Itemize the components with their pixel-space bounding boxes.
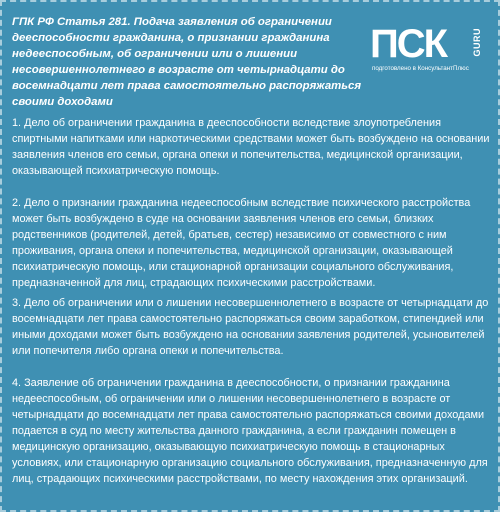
paragraph-4: 4. Заявление об ограничении гражданина в дееспособности, о признании гражданина недееспособным, об ограничении или о лишении несовершеннолетнего в возрасте от четырнадцати до восемнадцати лет права самостоятельно распоряжаться своими доходами подается в суд по месту жительства данного гражданина, а если гражданин помещен в медицинскую организацию, оказывающую психиатрическую помощь в стационарных условиях, или стационарную организацию социального обслуживания, предназначенную для лиц, страдающих психическими расстройствами, по месту нахождения этих организаций.	[12, 377, 488, 485]
paragraph-3: 3. Дело об ограничении или о лишении несовершеннолетнего в возрасте от четырнадцати до восемнадцати лет права самостоятельно распоряжаться своим заработком, стипендией или иными доходами может быть возбуждено на основании заявления родителей, усыновителей или попечителя либо органа опеки и попечительства.	[12, 297, 489, 357]
paragraph-2: 2. Дело о признании гражданина недееспособным вследствие психического расстройства может быть возбуждено в суде на основании заявления членов его семьи, близких родственников (родителей, детей, братьев, сестер) независимо от совместного с ним проживания, органа опеки и попечительства, медицинской организации, оказывающей психиатрическую помощь, или стационарной организации социального обслуживания, предназначенной для лиц, страдающих психическими расстройствами.	[12, 197, 471, 289]
logo-main-text: ПСК	[370, 22, 447, 66]
logo-guru-text: GURU	[472, 28, 482, 57]
logo-subtitle: подготовлено в КонсультантПлюс	[372, 65, 469, 72]
article-title: ГПК РФ Статья 281. Подача заявления об ограничении дееспособности гражданина, о признании гражданина недееспособным, об ограничении или о лишении несовершеннолетнего в возрасте от четырнадцати до восемнадцати лет права самостоятельно распоряжаться своими доходами	[12, 16, 362, 108]
psk-guru-logo	[370, 24, 492, 76]
paragraph-1: 1. Дело об ограничении гражданина в дееспособности вследствие злоупотребления спиртными напитками или наркотическими средствами может быть возбуждено на основании заявления членов его семьи, органа опеки и попечительства, медицинской организации, оказывающей психиатрическую помощь.	[12, 117, 490, 177]
